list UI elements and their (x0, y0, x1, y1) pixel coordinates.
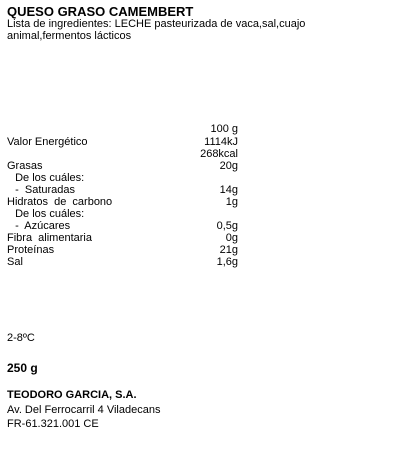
nutrient-value: 0g (225, 232, 238, 244)
nutrient-value: 1114kJ (204, 136, 238, 148)
health-registration: FR-61.321.001 CE (7, 418, 99, 430)
nutrition-row-carbs-of-which (0, 208, 400, 220)
nutrient-value: 20g (219, 160, 238, 172)
nutrient-name: - Azúcares (9, 220, 71, 232)
ingredients-line-1: Lista de ingredientes: LECHE pasteurizada de vaca,sal,cuajo (7, 18, 306, 30)
nutrition-row-salt (0, 256, 400, 268)
nutrient-name: De los cuáles: (9, 172, 85, 184)
nutrition-column-header: 100 g (210, 123, 238, 135)
nutrient-value: 21g (219, 244, 238, 256)
nutrient-value: 1g (225, 196, 238, 208)
nutrient-name: Sal (7, 256, 23, 268)
nutrient-value: 14g (219, 184, 238, 196)
nutrient-name: - Saturadas (9, 184, 76, 196)
nutrient-name: Fibra alimentaria (7, 232, 92, 244)
nutrition-row-protein (0, 244, 400, 256)
nutrition-row-saturated (0, 184, 400, 196)
nutrition-row-carbohydrates (0, 196, 400, 208)
nutrient-name: Grasas (7, 160, 43, 172)
ingredients-list (7, 18, 307, 42)
nutrition-row-sugars (0, 220, 400, 232)
storage-temperature: 2-8ºC (7, 332, 35, 344)
nutrition-row-energy-kcal (0, 148, 400, 160)
product-title: QUESO GRASO CAMEMBERT (7, 4, 194, 19)
nutrition-row-energy-kj (0, 136, 400, 148)
ingredients-line-2: animal,fermentos lácticos (7, 30, 132, 42)
nutrient-value: 0,5g (216, 220, 238, 232)
company-address: Av. Del Ferrocarril 4 Viladecans (7, 404, 161, 416)
nutrition-row-fibre (0, 232, 400, 244)
nutrient-value: 1,6g (216, 256, 238, 268)
nutrient-name: Proteínas (7, 244, 55, 256)
net-weight: 250 g (7, 361, 38, 375)
nutrient-name: De los cuáles: (9, 208, 85, 220)
company-name: TEODORO GARCIA, S.A. (7, 389, 137, 401)
nutrient-value: 268kcal (200, 148, 238, 160)
nutrient-name: Hidratos de carbono (7, 196, 113, 208)
nutrition-row-fat-of-which (0, 172, 400, 184)
nutrient-name: Valor Energético (7, 136, 88, 148)
nutrition-row-fat (0, 160, 400, 172)
